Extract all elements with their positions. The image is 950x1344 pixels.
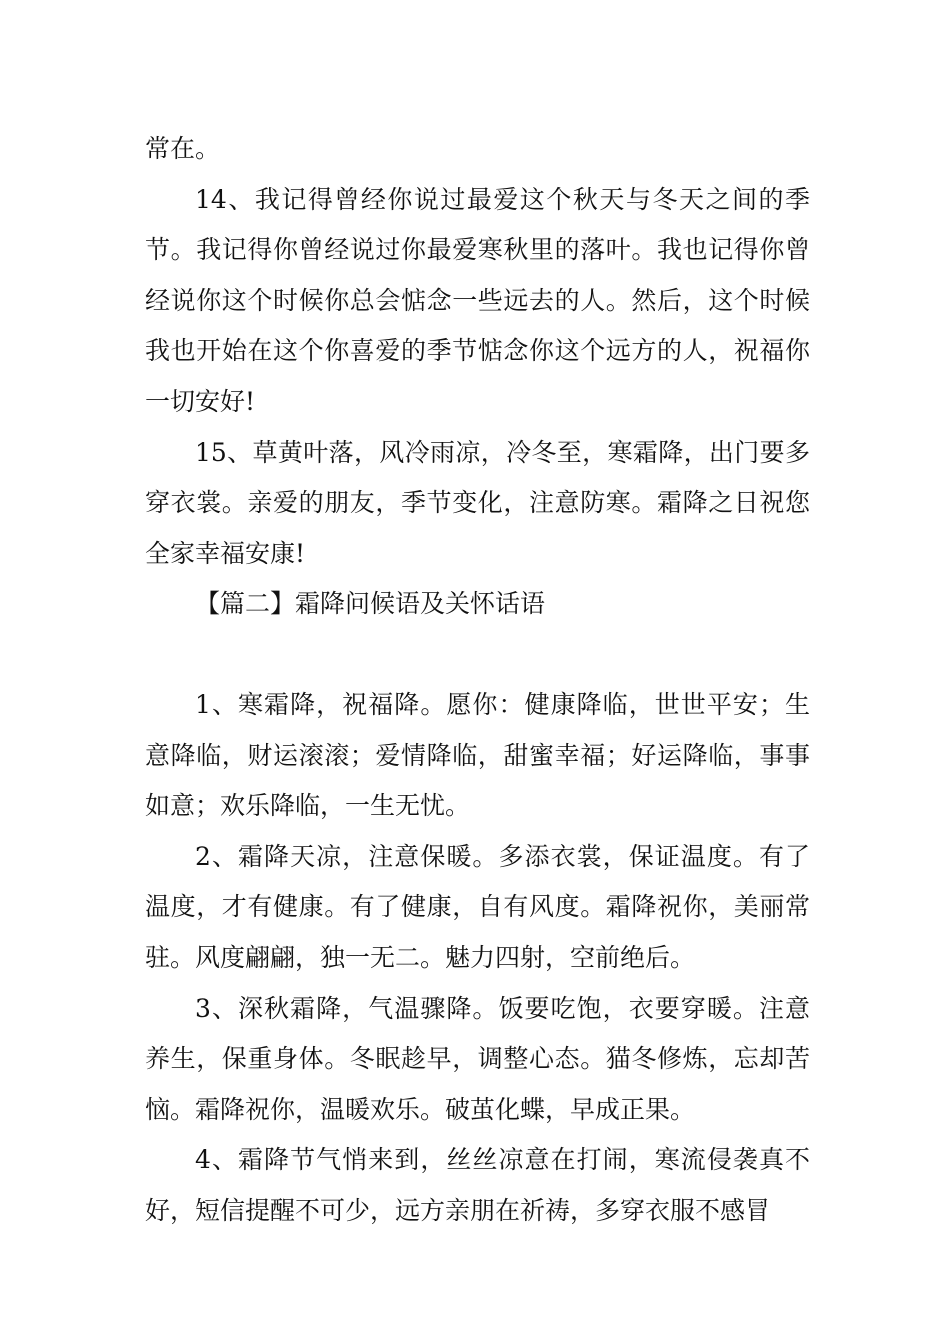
paragraph-14: 14、我记得曾经你说过最爱这个秋天与冬天之间的季节。我记得你曾经说过你最爱寒秋里的落叶。我也记得你曾经说你这个时候你总会惦念一些远去的人。然后，这个时候我也开始在这个你喜爱的季节惦念你这个远方的人，祝福你一切安好! [145, 184, 810, 416]
paragraph-4: 4、霜降节气悄来到，丝丝凉意在打闹，寒流侵袭真不好，短信提醒不可少，远方亲朋在祈祷，多穿衣服不感冒 [145, 1145, 810, 1225]
paragraph-15: 15、草黄叶落，风冷雨凉，冷冬至，寒霜降，出门要多穿衣裳。亲爱的朋友，季节变化，注意防寒。霜降之日祝您全家幸福安康! [145, 437, 810, 568]
paragraph-continuation: 常在。 [145, 134, 221, 163]
section-heading: 【篇二】霜降问候语及关怀话语 [195, 589, 546, 619]
paragraph-3: 3、深秋霜降，气温骤降。饭要吃饱，衣要穿暖。注意养生，保重身体。冬眠趁早，调整心态。猫冬修炼，忘却苦恼。霜降祝你，温暖欢乐。破茧化蝶，早成正果。 [145, 993, 810, 1124]
document-body [145, 124, 810, 1236]
paragraph-2: 2、霜降天凉，注意保暖。多添衣裳，保证温度。有了温度，才有健康。有了健康，自有风度。霜降祝你，美丽常驻。风度翩翩，独一无二。魅力四射，空前绝后。 [145, 841, 810, 972]
blank-line [145, 630, 810, 680]
paragraph-1: 1、寒霜降，祝福降。愿你：健康降临，世世平安；生意降临，财运滚滚；爱情降临，甜蜜幸福；好运降临，事事如意；欢乐降临，一生无忧。 [145, 689, 810, 821]
